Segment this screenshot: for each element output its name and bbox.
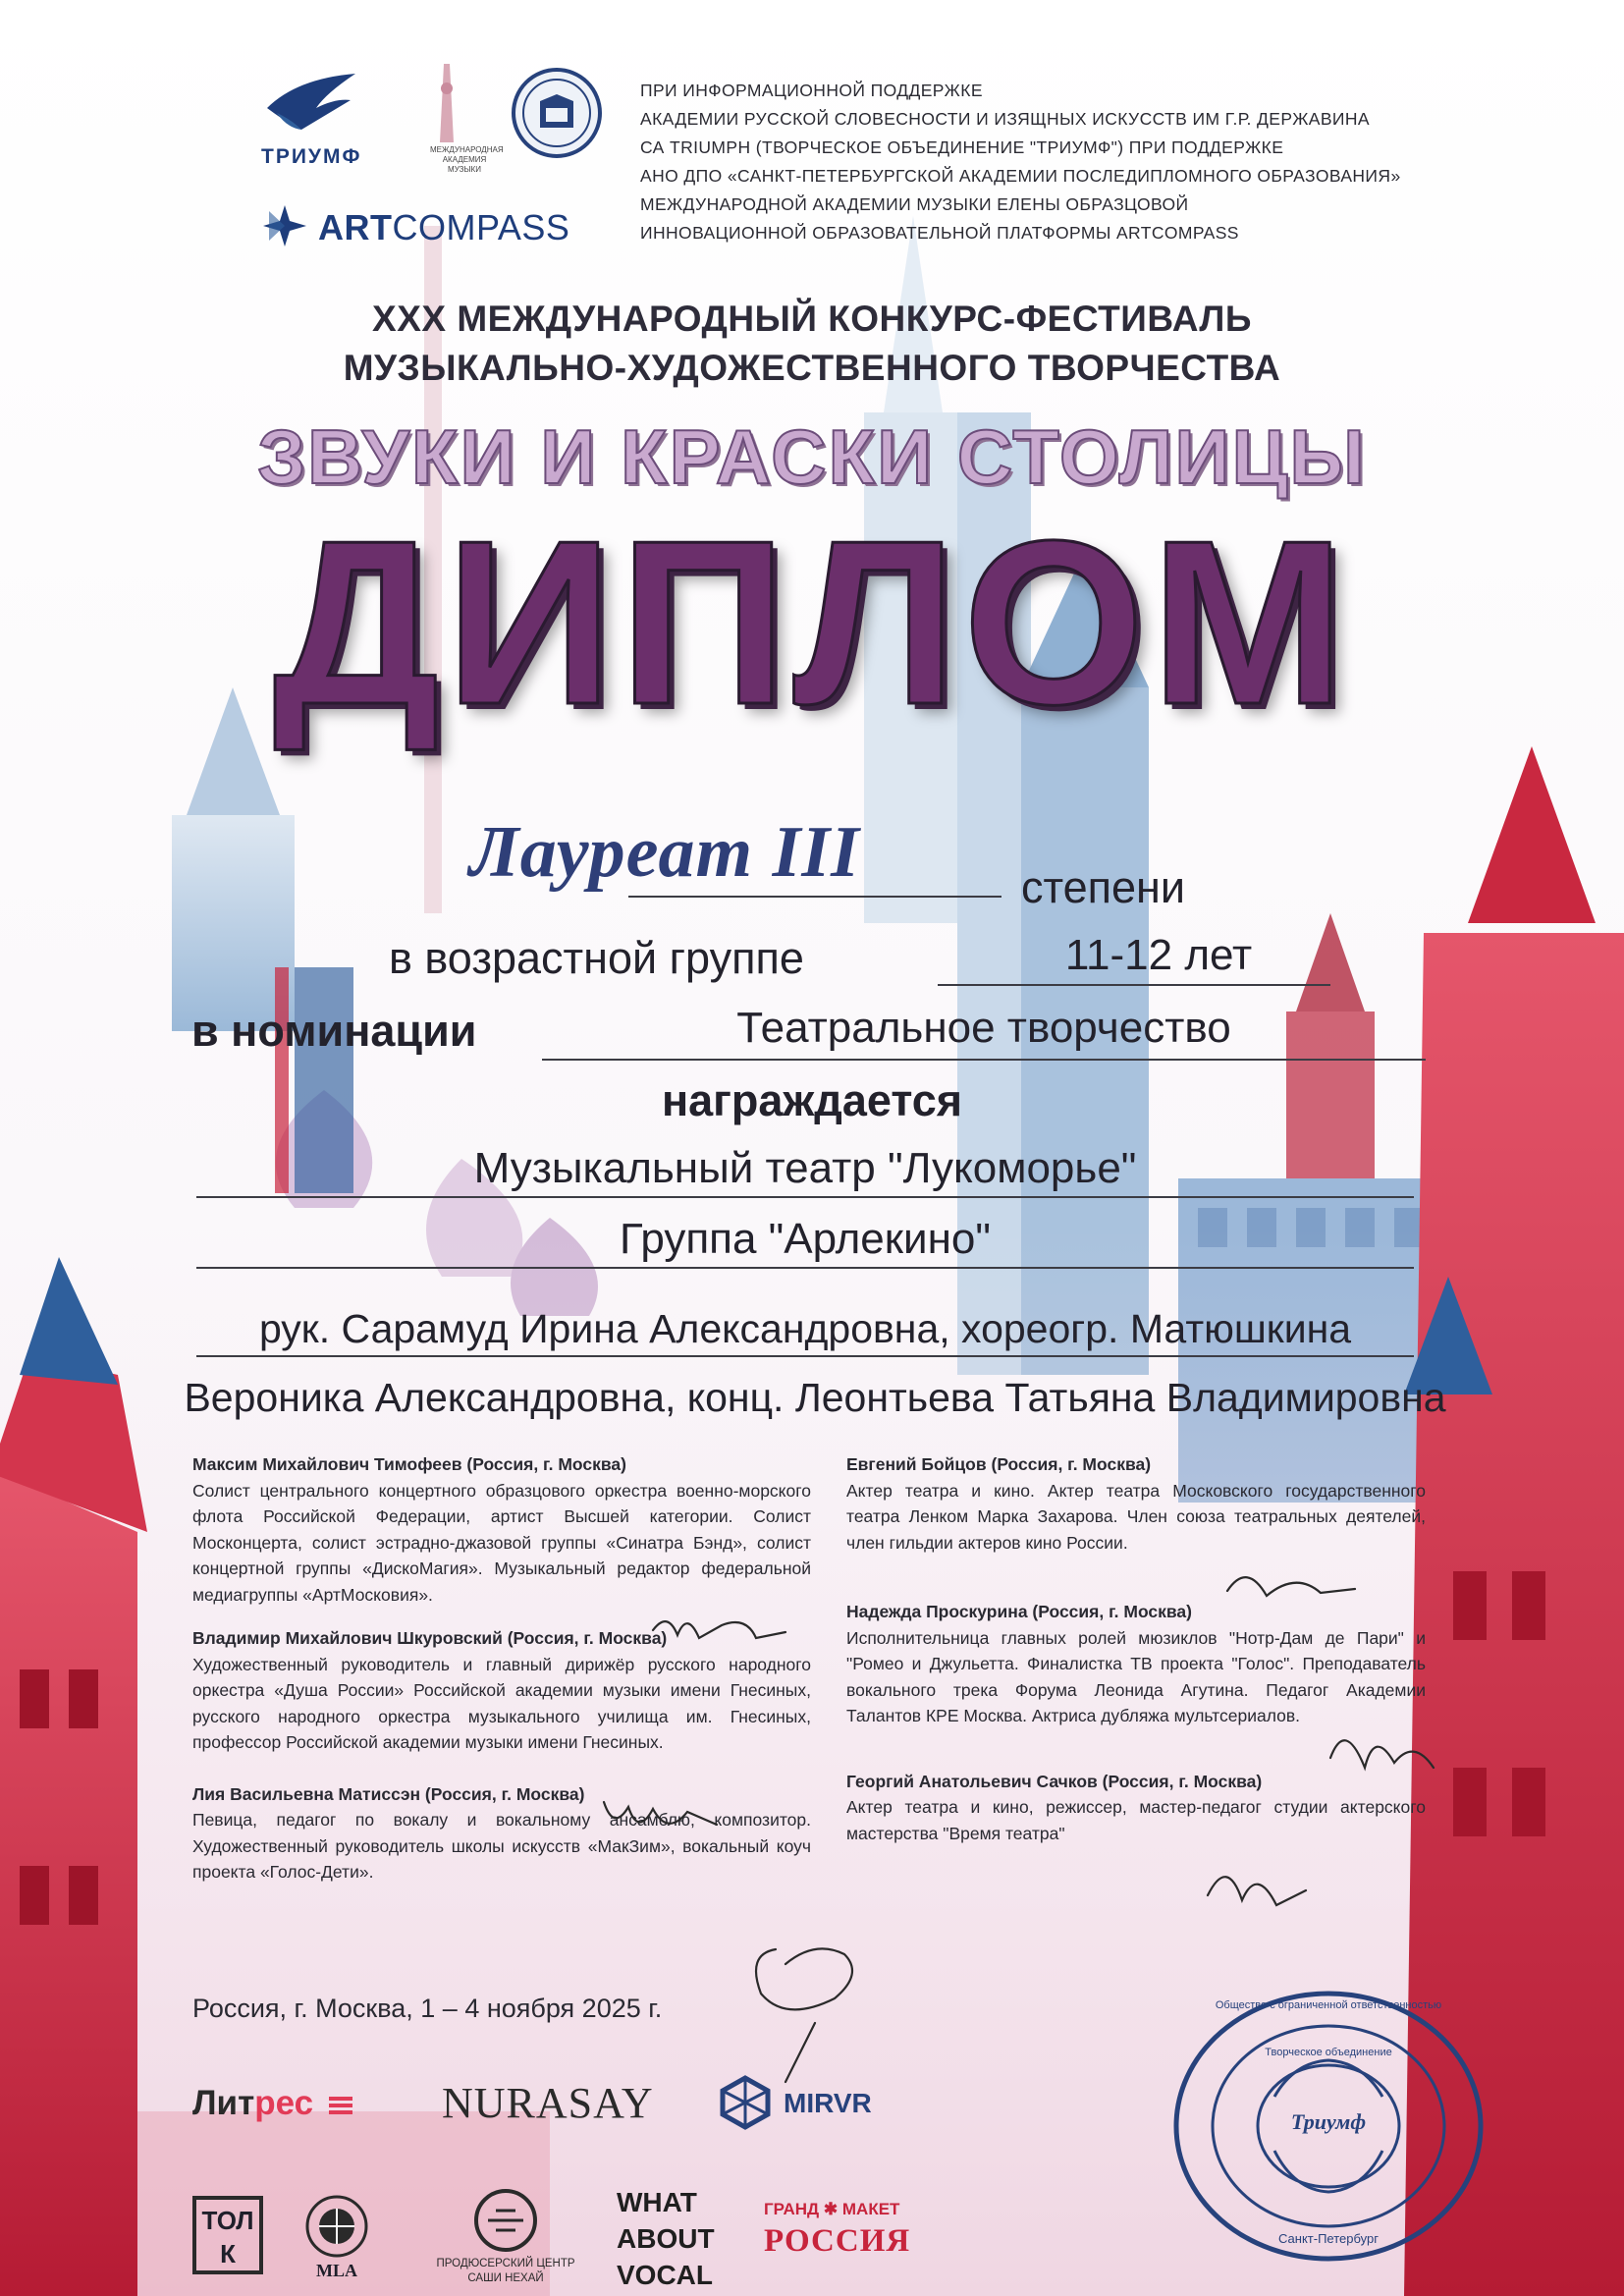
litres-logo [192,2084,352,2123]
jury-name: Надежда Проскурина (Россия, г. Москва) [846,1602,1192,1621]
signature-timofeev [653,1621,785,1638]
jury-bio: Солист центрального концертного образцового оркестра военно-морского флота Российской Федерации, артист Высшей категории. Солист Москонцерта, солист эстрадно-джазовой группы «Синатра Бэнд», солист концертной группы «ДискоМагия». Музыкальный редактор федеральной медиагруппы «АртМосковия». [192,1480,811,1605]
mla-logo-text: MLA [316,2261,357,2280]
mla-globe-icon [295,2192,379,2261]
age-group-value: 11-12 лет [1064,931,1253,979]
grand-maket-word-2: МАКЕТ [841,2200,900,2218]
jury-bio: Актер театра и кино, режиссер, мастер-педагог студии актерского мастерства "Время театра" [846,1797,1426,1843]
jury-name: Георгий Анатольевич Сачков (Россия, г. Москва) [846,1771,1263,1791]
litres-logo-part-2: рес [254,2084,314,2122]
jury-name: Евгений Бойцов (Россия, г. Москва) [846,1454,1152,1474]
festival-title-line-1: XXX МЕЖДУНАРОДНЫЙ КОНКУРС-ФЕСТИВАЛЬ [372,299,1252,339]
wav-line: WHAT [617,2187,697,2217]
nomination-value: Театральное творчество [736,1004,1231,1052]
grand-maket-top [764,2200,899,2219]
festival-name: ЗВУКИ И КРАСКИ СТОЛИЦЫ [257,413,1367,500]
jury-bio: Актер театра и кино. Актер театра Московского государственного театра Ленком Марка Захарова. Член союза театральных деятелей, член гильдии актеров кино России. [846,1480,1426,1553]
recipient-1: Музыкальный театр "Лукоморье" [473,1144,1137,1192]
diploma-title: ДИПЛОМ [272,493,1352,753]
leaders-line-1: рук. Сарамуд Ирина Александровна, хореогр. Матюшкина [258,1306,1352,1351]
producer-center-logo [422,2186,589,2294]
what-about-vocal-logo [617,2184,715,2293]
awarded-heading: награждается [661,1075,963,1125]
sponsor-line: АНО ДПО «САНКТ-ПЕТЕРБУРГСКОЙ АКАДЕМИИ ПОСЛЕДИПЛОМНОГО ОБРАЗОВАНИЯ» [640,166,1401,186]
seal-inner-text: Творческое объединение [1265,2047,1392,2058]
degree-value: Лауреат III [469,812,860,893]
signature-proskurina [1330,1740,1434,1768]
recipient-2: Группа "Арлекино" [620,1215,991,1263]
artcompass-logo-compass: COMPASS [392,207,570,247]
grand-maket-logo [764,2200,941,2269]
jury-bio: Исполнительница главных ролей мюзиклов "Нотр-Дам де Пари" и "Ромео и Джульетта. Финалистка ТВ проекта "Голос". Преподаватель вокального трека Форума Леонида Агутина. Педагог Академии Талантов КРЕ Москва. Актриса дубляжа мультсериалов. [846,1627,1426,1725]
talk-logo-text: ТОЛК [201,2206,254,2269]
grand-maket-bottom: РОССИЯ [764,2223,911,2259]
litres-menu-icon [329,2097,352,2114]
triumph-logo-text: ТРИУМФ [261,145,362,168]
wav-line: ABOUT [617,2223,715,2254]
official-seal [1166,1984,1490,2269]
jury-name: Владимир Михайлович Шкуровский (Россия, г. Москва) [192,1628,668,1648]
festival-title-line-2: МУЗЫКАЛЬНО-ХУДОЖЕСТВЕННОГО ТВОРЧЕСТВА [343,348,1281,388]
signature-sachkov [1208,1877,1306,1905]
mirvr-cube-icon [717,2074,774,2131]
litres-logo-part-1: Лит [192,2084,255,2122]
place-date: Россия, г. Москва, 1 – 4 ноября 2025 г. [192,1994,663,2023]
age-group-label: в возрастной группе [389,933,804,983]
artcompass-logo-art: ART [318,207,393,247]
nomination-label: в номинации [191,1006,477,1056]
grand-maket-word-1: ГРАНД [764,2200,820,2218]
talk-logo [192,2196,263,2274]
producer-emblem-icon [466,2186,545,2255]
sponsor-line: АКАДЕМИИ РУССКОЙ СЛОВЕСНОСТИ И ИЗЯЩНЫХ ИСКУССТВ ИМ Г.Р. ДЕРЖАВИНА [640,109,1370,129]
jury-name: Максим Михайлович Тимофеев (Россия, г. Москва) [192,1454,626,1474]
wav-line: VOCAL [617,2260,713,2290]
mirvr-logo [717,2074,913,2133]
seal-city: Санкт-Петербург [1278,2231,1379,2246]
signature-boytsov [1227,1577,1355,1596]
grand-maket-star-icon: ✱ [823,2200,839,2218]
sponsor-line: ПРИ ИНФОРМАЦИОННОЙ ПОДДЕРЖКЕ [640,81,983,100]
mla-logo [295,2192,379,2286]
signature-shkurovsky [604,1802,717,1825]
jury-bio: Художественный руководитель и главный дирижёр русского народного оркестра «Душа России» Российской академии музыки имени Гнесиных, русского народного оркестра музыкального училища им. Гнесиных, профессор Российской академии музыки имени Гнесиных. [192,1654,811,1752]
producer-center-text [422,2257,589,2286]
sponsor-line: МЕЖДУНАРОДНОЙ АКАДЕМИИ МУЗЫКИ ЕЛЕНЫ ОБРАЗЦОВОЙ [640,194,1189,214]
mirvr-logo-text: MIRVR [784,2088,872,2118]
jury-name: Лия Васильевна Матиссэн (Россия, г. Москва) [192,1783,585,1804]
music-academy-logo-text: МЕЖДУНАРОДНАЯ АКАДЕМИЯ МУЗЫКИ [430,145,504,174]
signature-matissen [756,1948,852,2082]
seal-center-text: Триумф [1290,2109,1367,2134]
leaders-line-2: Вероника Александровна, конц. Леонтьева Татьяна Владимировна [184,1375,1446,1420]
producer-center-line-2: САШИ НЕХАЙ [467,2272,544,2284]
sponsor-line: ИННОВАЦИОННОЙ ОБРАЗОВАТЕЛЬНОЙ ПЛАТФОРМЫ ARTCOMPASS [640,223,1239,243]
nurasay-logo: NURASAY [442,2079,654,2127]
producer-center-line-1: ПРОДЮСЕРСКИЙ ЦЕНТР [436,2258,575,2269]
jury-bio: Певица, педагог по вокалу и вокальному ансамблю, композитор. Художественный руководитель школы искусств «МакЗим», вокальный коуч проекта «Голос-Дети». [192,1810,811,1882]
degree-suffix: степени [1021,862,1186,912]
sponsor-line: СА TRIUMPH (ТВОРЧЕСКОЕ ОБЪЕДИНЕНИЕ "ТРИУМФ") ПРИ ПОДДЕРЖКЕ [640,137,1284,157]
seal-outer-text: Общество с ограниченной ответственностью [1215,1999,1442,2011]
